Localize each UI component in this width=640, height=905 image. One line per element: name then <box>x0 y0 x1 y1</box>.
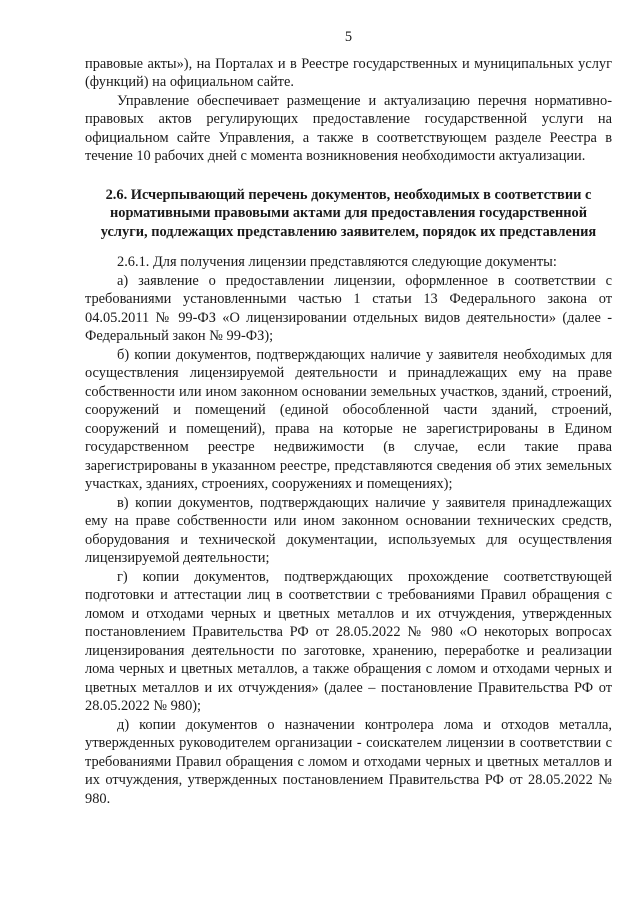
paragraph-top-1: Управление обеспечивает размещение и актуализацию перечня нормативно-правовых актов регулирующих предоставление государственной услуги на официальном сайте Управления, а также в соответствующем разделе Реестра в течение 10 рабочих дней с момента возникновения необходимости актуализации. <box>85 92 612 164</box>
list-item-a: а) заявление о предоставлении лицензии, оформленное в соответствии с требованиями установленными частью 1 статьи 13 Федерального закона от 04.05.2011 № 99-ФЗ «О лицензировании отдельных видов деятельности» (далее - Федеральный закон № 99-ФЗ); <box>85 272 612 344</box>
paragraph-2-6-1: 2.6.1. Для получения лицензии представляются следующие документы: <box>117 254 557 270</box>
page-number: 5 <box>344 29 353 45</box>
list-item-d: д) копии документов о назначении контролера лома и отходов металла, утвержденных руководителем организации - соискателем лицензии в соответствии с требованиями Правил обращения с ломом и отходами черных и цветных металлов и их отчуждения, утвержденных постановлением Правительства РФ от 28.05.2022 № 980. <box>85 716 612 807</box>
list-item-g: г) копии документов, подтверждающих прохождение соответствующей подготовки и аттестации лиц в соответствии с требованиями Правил обращения с ломом и отходами черных и цветных металлов и их отчуждения, утвержденных постановлением Правительства РФ от 28.05.2022 № 980 «О некоторых вопросах лицензирования деятельности по заготовке, хранению, переработке и реализации лома черных и цветных металлов, а также обращения с ломом и отходами черных и цветных металлов и их отчуждения» (далее – постановление Правительства РФ от 28.05.2022 № 980); <box>85 568 612 714</box>
section-heading: 2.6. Исчерпывающий перечень документов, необходимых в соответствии с нормативными правовыми актами для предоставления государственной услуги, подлежащих представлению заявителем, порядок их представления <box>100 186 597 240</box>
list-item-b: б) копии документов, подтверждающих наличие у заявителя необходимых для осуществления лицензируемой деятельности и принадлежащих ему на праве собственности или ином законном основании земельных участков, зданий, строений, сооружений и помещений (единой обособленной части зданий, строений, сооружений и помещений), права на которые не зарегистрированы в Едином государственном реестре недвижимости (в случае, если такие права зарегистрированы в указанном реестре, представляются сведения об этих земельных участках, зданиях, строениях, сооружениях и помещениях); <box>85 346 612 492</box>
list-item-v: в) копии документов, подтверждающих наличие у заявителя принадлежащих ему на праве собственности или ином законном основании технических средств, оборудования и технической документации, используемых для осуществления лицензируемой деятельности; <box>85 494 612 566</box>
paragraph-top-0: правовые акты»), на Порталах и в Реестре государственных и муниципальных услуг (функций) на официальном сайте. <box>85 55 612 90</box>
